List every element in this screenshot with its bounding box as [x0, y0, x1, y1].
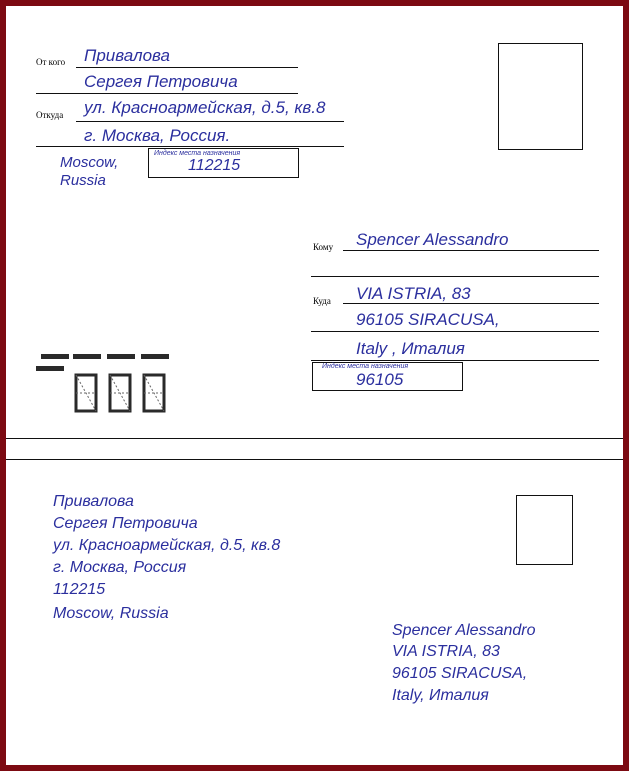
sender-index: 112215: [188, 157, 241, 174]
to-label: Кому: [313, 242, 334, 252]
bottom-recipient-line: Spencer Alessandro: [392, 622, 536, 639]
stamp-placeholder-bottom: [516, 495, 573, 565]
sender-name-line1: Привалова: [84, 46, 170, 65]
sender-address-line1: ул. Красноармейская, д.5, кв.8: [84, 98, 326, 117]
recipient-line-3: [343, 303, 599, 304]
recipient-name: Spencer Alessandro: [356, 230, 509, 249]
sender-address-line2: г. Москва, Россия.: [84, 126, 231, 145]
sender-latin-city-line1: Moscow,: [60, 154, 119, 171]
sender-line-2: [36, 93, 298, 94]
recipient-index: 96105: [356, 370, 404, 389]
bottom-recipient-line: 96105 SIRACUSA,: [392, 665, 528, 682]
envelope-sheet: [6, 6, 623, 765]
sender-line-3: [76, 121, 344, 122]
stamp-placeholder: [498, 43, 583, 150]
bottom-recipient-line: Italy, Италия: [392, 687, 489, 704]
sender-name-line2: Сергея Петровича: [84, 72, 238, 91]
bottom-sender-line: ул. Красноармейская, д.5, кв.8: [53, 537, 281, 554]
recipient-line-1: [343, 250, 599, 251]
recipient-index-caption: Индекс места назначения: [322, 363, 409, 370]
bottom-sender-line: Привалова: [53, 493, 134, 510]
from-label: От кого: [36, 57, 66, 67]
separator-bottom: [6, 459, 623, 460]
bottom-sender-line: Сергея Петровича: [53, 515, 198, 532]
sender-latin-city-line2: Russia: [60, 172, 106, 189]
recipient-address-line2: 96105 SIRACUSA,: [356, 310, 500, 329]
recipient-address-line3: Italy , Италия: [356, 339, 465, 358]
recipient-line-4: [311, 331, 599, 332]
recipient-line-5: [311, 360, 599, 361]
sender-index-caption: Индекс места назначения: [154, 150, 241, 157]
bottom-sender-line: Moscow, Russia: [53, 605, 169, 622]
postcode-stencil: [34, 352, 174, 414]
recipient-line-2: [311, 276, 599, 277]
sender-line-4: [36, 146, 344, 147]
recipient-address-line1: VIA ISTRIA, 83: [356, 284, 471, 303]
sender-line-1: [76, 67, 298, 68]
separator-top: [6, 438, 623, 439]
bottom-sender-line: г. Москва, Россия: [53, 559, 187, 576]
where-from-label: Откуда: [36, 110, 64, 120]
bottom-recipient-line: VIA ISTRIA, 83: [392, 643, 500, 660]
where-to-label: Куда: [313, 296, 331, 306]
bottom-sender-line: 112215: [53, 581, 106, 598]
postcode-stencil-bars: [36, 354, 169, 371]
